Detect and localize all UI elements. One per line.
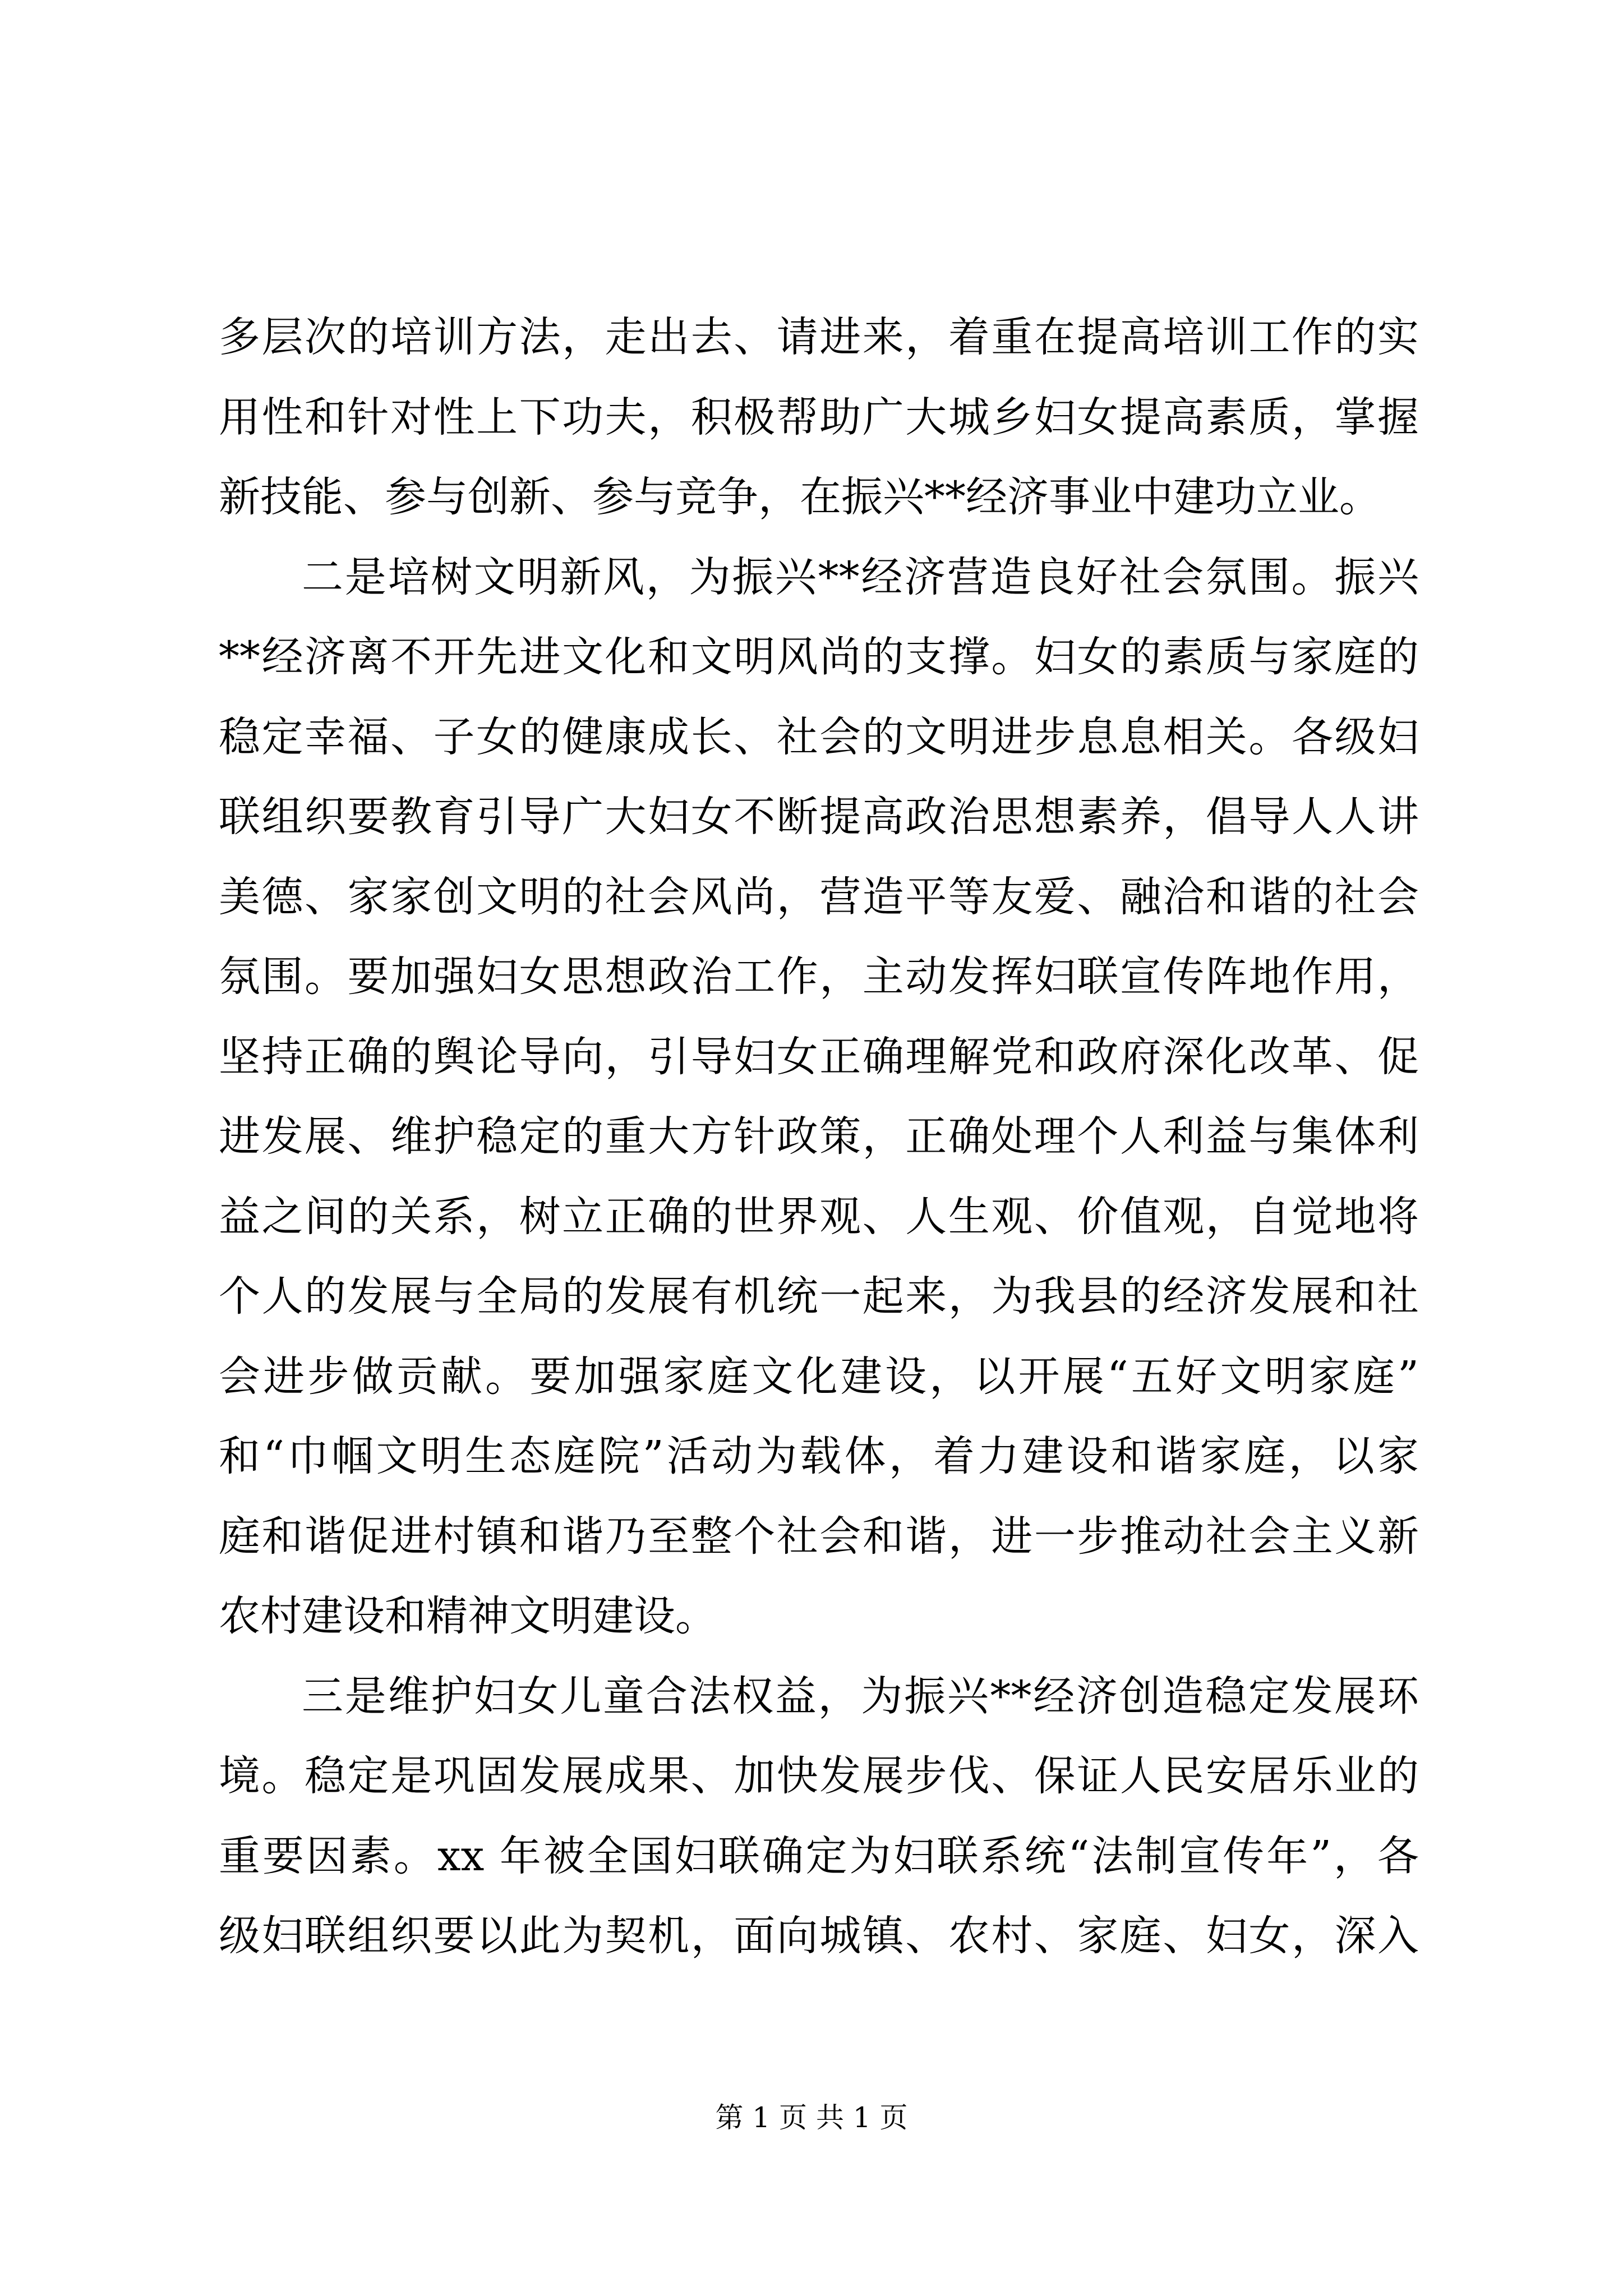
- text-line: 进发展、维护稳定的重大方针政策，正确处理个人利益与集体利: [219, 1112, 1419, 1161]
- text-line: 益之间的关系，树立正确的世界观、人生观、价值观，自觉地将: [219, 1192, 1419, 1241]
- text-line: 农村建设和精神文明建设。: [219, 1592, 717, 1640]
- text-line: 新技能、参与创新、参与竞争，在振兴**经济事业中建功立业。: [219, 473, 1381, 521]
- text-line: **经济离不开先进文化和文明风尚的支撑。妇女的素质与家庭的: [219, 633, 1419, 681]
- text-line: 用性和针对性上下功夫，积极帮助广大城乡妇女提高素质，掌握: [219, 393, 1419, 441]
- text-line: 氛围。要加强妇女思想政治工作，主动发挥妇联宣传阵地作用，: [219, 953, 1419, 1001]
- text-line: 联组织要教育引导广大妇女不断提高政治思想素养，倡导人人讲: [219, 793, 1419, 841]
- text-line: 坚持正确的舆论导向，引导妇女正确理解党和政府深化改革、促: [219, 1032, 1419, 1081]
- paragraph-start-line: 二是培树文明新风，为振兴**经济营造良好社会氛围。振兴: [302, 553, 1419, 601]
- text-line: 会进步做贡献。要加强家庭文化建设，以开展“五好文明家庭”: [219, 1352, 1419, 1401]
- text-line: 美德、家家创文明的社会风尚，营造平等友爱、融洽和谐的社会: [219, 872, 1419, 921]
- page-footer: [0, 2098, 1623, 2137]
- document-body: [219, 297, 1419, 1976]
- text-line: 境。稳定是巩固发展成果、加快发展步伐、保证人民安居乐业的: [219, 1752, 1419, 1800]
- page-number-label: 第 1 页 共 1 页: [715, 2101, 908, 2134]
- text-line: 稳定幸福、子女的健康成长、社会的文明进步息息相关。各级妇: [219, 712, 1419, 761]
- text-line: 和“巾帼文明生态庭院”活动为载体，着力建设和谐家庭，以家: [219, 1432, 1419, 1480]
- text-line: 重要因素。xx 年被全国妇联确定为妇联系统“法制宣传年”，各: [219, 1832, 1419, 1880]
- text-line: 多层次的培训方法，走出去、请进来，着重在提高培训工作的实: [219, 313, 1419, 361]
- paragraph-start-line: 三是维护妇女儿童合法权益，为振兴**经济创造稳定发展环: [302, 1672, 1419, 1720]
- text-line: 个人的发展与全局的发展有机统一起来，为我县的经济发展和社: [219, 1272, 1419, 1320]
- text-line: 庭和谐促进村镇和谐乃至整个社会和谐，进一步推动社会主义新: [219, 1512, 1419, 1561]
- text-line: 级妇联组织要以此为契机，面向城镇、农村、家庭、妇女，深入: [219, 1912, 1419, 1960]
